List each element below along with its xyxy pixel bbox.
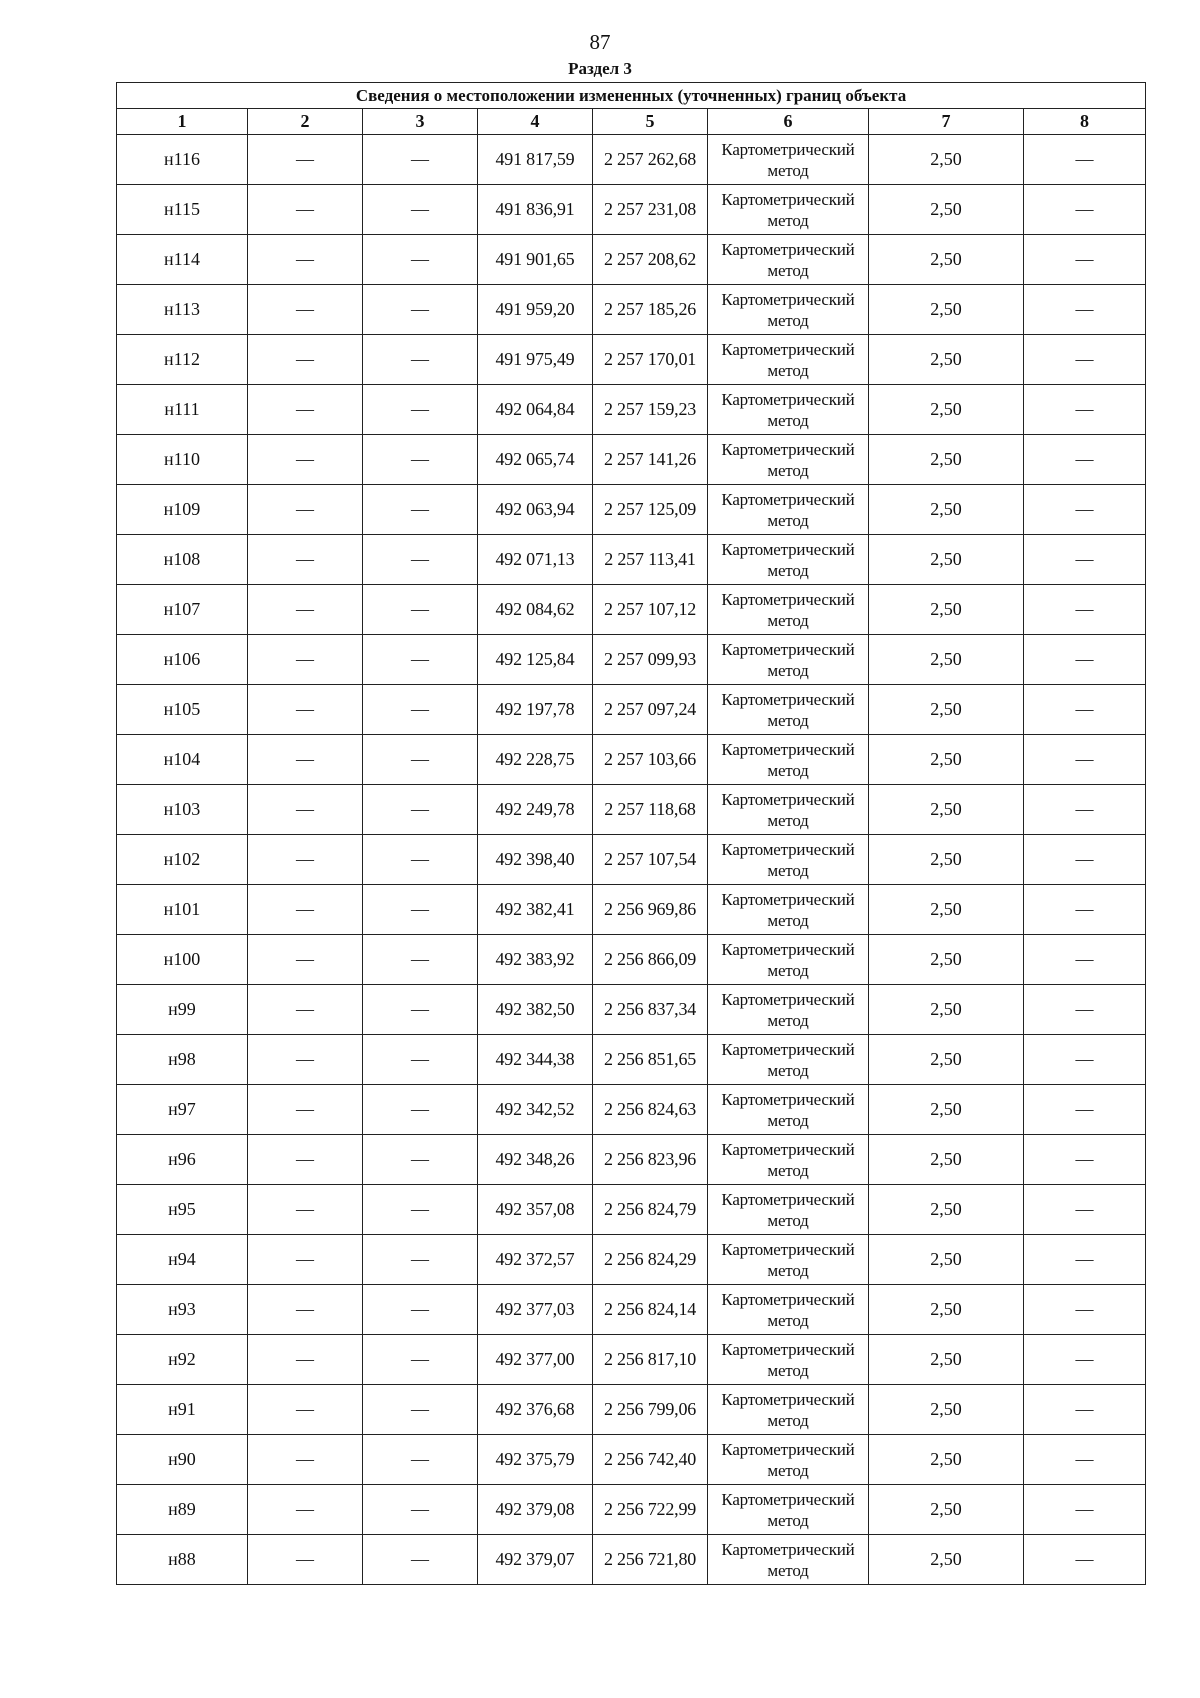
column-header: 5 [593, 109, 708, 135]
x-coordinate-cell: 492 342,52 [478, 1085, 593, 1135]
method-cell: Картометрический метод [708, 535, 869, 585]
method-cell: Картометрический метод [708, 1085, 869, 1135]
accuracy-cell: 2,50 [869, 1435, 1024, 1485]
x-coordinate-cell: 492 383,92 [478, 935, 593, 985]
point-cell: н99 [117, 985, 248, 1035]
method-cell: Картометрический метод [708, 1485, 869, 1535]
accuracy-cell: 2,50 [869, 1485, 1024, 1535]
y-coordinate-cell: 2 257 107,54 [593, 835, 708, 885]
y-coordinate-cell: 2 256 851,65 [593, 1035, 708, 1085]
empty-value-cell: — [1024, 1335, 1146, 1385]
accuracy-cell: 2,50 [869, 635, 1024, 685]
table-row [117, 735, 1146, 785]
x-coordinate-cell: 491 959,20 [478, 285, 593, 335]
x-coordinate-cell: 492 197,78 [478, 685, 593, 735]
method-cell: Картометрический метод [708, 1185, 869, 1235]
accuracy-cell: 2,50 [869, 335, 1024, 385]
accuracy-cell: 2,50 [869, 185, 1024, 235]
accuracy-cell: 2,50 [869, 1185, 1024, 1235]
y-coordinate-cell: 2 257 262,68 [593, 135, 708, 185]
empty-value-cell: — [363, 335, 478, 385]
y-coordinate-cell: 2 257 097,24 [593, 685, 708, 735]
table-row [117, 1135, 1146, 1185]
point-cell: н91 [117, 1385, 248, 1435]
empty-value-cell: — [248, 985, 363, 1035]
empty-value-cell: — [248, 1135, 363, 1185]
y-coordinate-cell: 2 257 125,09 [593, 485, 708, 535]
empty-value-cell: — [248, 935, 363, 985]
empty-value-cell: — [248, 1285, 363, 1335]
empty-value-cell: — [248, 785, 363, 835]
empty-value-cell: — [363, 585, 478, 635]
table-row [117, 985, 1146, 1035]
table-row [117, 235, 1146, 285]
empty-value-cell: — [363, 685, 478, 735]
empty-value-cell: — [1024, 585, 1146, 635]
x-coordinate-cell: 491 836,91 [478, 185, 593, 235]
x-coordinate-cell: 492 398,40 [478, 835, 593, 885]
point-cell: н111 [117, 385, 248, 435]
point-cell: н106 [117, 635, 248, 685]
x-coordinate-cell: 492 379,07 [478, 1535, 593, 1585]
empty-value-cell: — [1024, 1385, 1146, 1435]
empty-value-cell: — [363, 1385, 478, 1435]
x-coordinate-cell: 492 064,84 [478, 385, 593, 435]
empty-value-cell: — [1024, 885, 1146, 935]
accuracy-cell: 2,50 [869, 685, 1024, 735]
method-cell: Картометрический метод [708, 735, 869, 785]
x-coordinate-cell: 492 357,08 [478, 1185, 593, 1235]
y-coordinate-cell: 2 257 141,26 [593, 435, 708, 485]
method-cell: Картометрический метод [708, 885, 869, 935]
accuracy-cell: 2,50 [869, 935, 1024, 985]
table-row [117, 185, 1146, 235]
empty-value-cell: — [1024, 1485, 1146, 1535]
empty-value-cell: — [363, 735, 478, 785]
accuracy-cell: 2,50 [869, 235, 1024, 285]
x-coordinate-cell: 491 975,49 [478, 335, 593, 385]
y-coordinate-cell: 2 256 799,06 [593, 1385, 708, 1435]
empty-value-cell: — [363, 1435, 478, 1485]
empty-value-cell: — [1024, 985, 1146, 1035]
point-cell: н88 [117, 1535, 248, 1585]
x-coordinate-cell: 491 901,65 [478, 235, 593, 285]
x-coordinate-cell: 492 071,13 [478, 535, 593, 585]
table-row [117, 1185, 1146, 1235]
column-header: 7 [869, 109, 1024, 135]
method-cell: Картометрический метод [708, 835, 869, 885]
empty-value-cell: — [1024, 385, 1146, 435]
point-cell: н107 [117, 585, 248, 635]
x-coordinate-cell: 492 084,62 [478, 585, 593, 635]
accuracy-cell: 2,50 [869, 585, 1024, 635]
y-coordinate-cell: 2 256 721,80 [593, 1535, 708, 1585]
point-cell: н105 [117, 685, 248, 735]
point-cell: н98 [117, 1035, 248, 1085]
y-coordinate-cell: 2 256 824,79 [593, 1185, 708, 1235]
table-row [117, 1485, 1146, 1535]
table-row [117, 1535, 1146, 1585]
boundary-coordinates-table [116, 82, 1146, 1585]
table-row [117, 785, 1146, 835]
empty-value-cell: — [248, 1535, 363, 1585]
page-number: 87 [589, 30, 611, 54]
x-coordinate-cell: 492 228,75 [478, 735, 593, 785]
method-cell: Картометрический метод [708, 335, 869, 385]
empty-value-cell: — [1024, 435, 1146, 485]
method-cell: Картометрический метод [708, 185, 869, 235]
section-title: Раздел 3 [568, 59, 632, 78]
y-coordinate-cell: 2 257 170,01 [593, 335, 708, 385]
point-cell: н116 [117, 135, 248, 185]
column-header: 3 [363, 109, 478, 135]
method-cell: Картометрический метод [708, 685, 869, 735]
point-cell: н114 [117, 235, 248, 285]
empty-value-cell: — [363, 1285, 478, 1335]
accuracy-cell: 2,50 [869, 1535, 1024, 1585]
point-cell: н94 [117, 1235, 248, 1285]
accuracy-cell: 2,50 [869, 885, 1024, 935]
point-cell: н110 [117, 435, 248, 485]
y-coordinate-cell: 2 256 742,40 [593, 1435, 708, 1485]
y-coordinate-cell: 2 256 837,34 [593, 985, 708, 1035]
x-coordinate-cell: 491 817,59 [478, 135, 593, 185]
method-cell: Картометрический метод [708, 635, 869, 685]
table-caption-row [117, 83, 1146, 109]
empty-value-cell: — [248, 1385, 363, 1435]
point-cell: н109 [117, 485, 248, 535]
empty-value-cell: — [1024, 785, 1146, 835]
x-coordinate-cell: 492 377,03 [478, 1285, 593, 1335]
x-coordinate-cell: 492 344,38 [478, 1035, 593, 1085]
column-header: 4 [478, 109, 593, 135]
point-cell: н112 [117, 335, 248, 385]
empty-value-cell: — [248, 435, 363, 485]
empty-value-cell: — [248, 1035, 363, 1085]
empty-value-cell: — [248, 685, 363, 735]
table-row [117, 1385, 1146, 1435]
empty-value-cell: — [248, 735, 363, 785]
empty-value-cell: — [363, 1335, 478, 1385]
table-body [117, 135, 1146, 1585]
empty-value-cell: — [1024, 1185, 1146, 1235]
point-cell: н95 [117, 1185, 248, 1235]
empty-value-cell: — [1024, 835, 1146, 885]
x-coordinate-cell: 492 125,84 [478, 635, 593, 685]
accuracy-cell: 2,50 [869, 435, 1024, 485]
method-cell: Картометрический метод [708, 385, 869, 435]
empty-value-cell: — [248, 1335, 363, 1385]
empty-value-cell: — [248, 385, 363, 435]
table-caption: Сведения о местоположении измененных (уточненных) границ объекта [117, 83, 1146, 109]
y-coordinate-cell: 2 257 208,62 [593, 235, 708, 285]
table-row [117, 635, 1146, 685]
empty-value-cell: — [1024, 535, 1146, 585]
point-cell: н89 [117, 1485, 248, 1535]
method-cell: Картометрический метод [708, 935, 869, 985]
empty-value-cell: — [248, 485, 363, 535]
empty-value-cell: — [248, 285, 363, 335]
accuracy-cell: 2,50 [869, 1085, 1024, 1135]
table-row [117, 535, 1146, 585]
y-coordinate-cell: 2 257 231,08 [593, 185, 708, 235]
method-cell: Картометрический метод [708, 1035, 869, 1085]
accuracy-cell: 2,50 [869, 985, 1024, 1035]
empty-value-cell: — [248, 835, 363, 885]
empty-value-cell: — [363, 435, 478, 485]
accuracy-cell: 2,50 [869, 535, 1024, 585]
empty-value-cell: — [1024, 735, 1146, 785]
point-cell: н100 [117, 935, 248, 985]
empty-value-cell: — [248, 585, 363, 635]
y-coordinate-cell: 2 256 823,96 [593, 1135, 708, 1185]
table-row [117, 1285, 1146, 1335]
empty-value-cell: — [248, 185, 363, 235]
x-coordinate-cell: 492 377,00 [478, 1335, 593, 1385]
empty-value-cell: — [1024, 335, 1146, 385]
y-coordinate-cell: 2 257 185,26 [593, 285, 708, 335]
empty-value-cell: — [363, 1535, 478, 1585]
accuracy-cell: 2,50 [869, 1235, 1024, 1285]
empty-value-cell: — [1024, 185, 1146, 235]
accuracy-cell: 2,50 [869, 285, 1024, 335]
accuracy-cell: 2,50 [869, 1035, 1024, 1085]
column-header: 2 [248, 109, 363, 135]
x-coordinate-cell: 492 379,08 [478, 1485, 593, 1535]
x-coordinate-cell: 492 249,78 [478, 785, 593, 835]
point-cell: н113 [117, 285, 248, 335]
empty-value-cell: — [1024, 1085, 1146, 1135]
table-row [117, 435, 1146, 485]
accuracy-cell: 2,50 [869, 1335, 1024, 1385]
method-cell: Картометрический метод [708, 1435, 869, 1485]
empty-value-cell: — [1024, 1235, 1146, 1285]
accuracy-cell: 2,50 [869, 1385, 1024, 1435]
point-cell: н103 [117, 785, 248, 835]
method-cell: Картометрический метод [708, 285, 869, 335]
point-cell: н102 [117, 835, 248, 885]
empty-value-cell: — [363, 1235, 478, 1285]
y-coordinate-cell: 2 257 103,66 [593, 735, 708, 785]
point-cell: н92 [117, 1335, 248, 1385]
empty-value-cell: — [1024, 1435, 1146, 1485]
empty-value-cell: — [363, 785, 478, 835]
table-row [117, 885, 1146, 935]
empty-value-cell: — [363, 235, 478, 285]
empty-value-cell: — [1024, 1135, 1146, 1185]
empty-value-cell: — [1024, 1035, 1146, 1085]
empty-value-cell: — [248, 235, 363, 285]
empty-value-cell: — [1024, 635, 1146, 685]
y-coordinate-cell: 2 257 159,23 [593, 385, 708, 435]
table-row [117, 1335, 1146, 1385]
x-coordinate-cell: 492 375,79 [478, 1435, 593, 1485]
y-coordinate-cell: 2 257 118,68 [593, 785, 708, 835]
accuracy-cell: 2,50 [869, 1285, 1024, 1335]
table-row [117, 685, 1146, 735]
table-row [117, 935, 1146, 985]
empty-value-cell: — [363, 285, 478, 335]
method-cell: Картометрический метод [708, 1235, 869, 1285]
empty-value-cell: — [363, 1035, 478, 1085]
empty-value-cell: — [1024, 1285, 1146, 1335]
table-row [117, 135, 1146, 185]
table-row [117, 335, 1146, 385]
empty-value-cell: — [1024, 1535, 1146, 1585]
y-coordinate-cell: 2 257 113,41 [593, 535, 708, 585]
empty-value-cell: — [363, 1185, 478, 1235]
empty-value-cell: — [363, 935, 478, 985]
empty-value-cell: — [248, 335, 363, 385]
table-row [117, 285, 1146, 335]
empty-value-cell: — [248, 135, 363, 185]
table-row [117, 1435, 1146, 1485]
y-coordinate-cell: 2 256 817,10 [593, 1335, 708, 1385]
empty-value-cell: — [363, 835, 478, 885]
accuracy-cell: 2,50 [869, 835, 1024, 885]
table-row [117, 385, 1146, 435]
column-header: 6 [708, 109, 869, 135]
empty-value-cell: — [363, 535, 478, 585]
y-coordinate-cell: 2 256 824,14 [593, 1285, 708, 1335]
empty-value-cell: — [363, 1135, 478, 1185]
x-coordinate-cell: 492 348,26 [478, 1135, 593, 1185]
method-cell: Картометрический метод [708, 1335, 869, 1385]
x-coordinate-cell: 492 376,68 [478, 1385, 593, 1435]
method-cell: Картометрический метод [708, 435, 869, 485]
method-cell: Картометрический метод [708, 1385, 869, 1435]
accuracy-cell: 2,50 [869, 485, 1024, 535]
empty-value-cell: — [363, 635, 478, 685]
empty-value-cell: — [363, 1085, 478, 1135]
method-cell: Картометрический метод [708, 785, 869, 835]
empty-value-cell: — [248, 635, 363, 685]
point-cell: н104 [117, 735, 248, 785]
empty-value-cell: — [248, 885, 363, 935]
empty-value-cell: — [248, 1185, 363, 1235]
column-header: 1 [117, 109, 248, 135]
empty-value-cell: — [248, 1235, 363, 1285]
point-cell: н115 [117, 185, 248, 235]
point-cell: н90 [117, 1435, 248, 1485]
method-cell: Картометрический метод [708, 1285, 869, 1335]
empty-value-cell: — [1024, 235, 1146, 285]
accuracy-cell: 2,50 [869, 735, 1024, 785]
accuracy-cell: 2,50 [869, 385, 1024, 435]
empty-value-cell: — [363, 135, 478, 185]
x-coordinate-cell: 492 382,50 [478, 985, 593, 1035]
empty-value-cell: — [363, 485, 478, 535]
x-coordinate-cell: 492 063,94 [478, 485, 593, 535]
empty-value-cell: — [1024, 685, 1146, 735]
y-coordinate-cell: 2 256 969,86 [593, 885, 708, 935]
empty-value-cell: — [248, 1435, 363, 1485]
table-row [117, 485, 1146, 535]
y-coordinate-cell: 2 256 722,99 [593, 1485, 708, 1535]
empty-value-cell: — [1024, 935, 1146, 985]
point-cell: н93 [117, 1285, 248, 1335]
table-row [117, 1085, 1146, 1135]
accuracy-cell: 2,50 [869, 785, 1024, 835]
empty-value-cell: — [363, 385, 478, 435]
column-header: 8 [1024, 109, 1146, 135]
column-header-row [117, 109, 1146, 135]
table-row [117, 835, 1146, 885]
method-cell: Картометрический метод [708, 585, 869, 635]
table-row [117, 585, 1146, 635]
empty-value-cell: — [248, 1085, 363, 1135]
empty-value-cell: — [248, 1485, 363, 1535]
method-cell: Картометрический метод [708, 235, 869, 285]
table-row [117, 1235, 1146, 1285]
empty-value-cell: — [248, 535, 363, 585]
empty-value-cell: — [363, 185, 478, 235]
y-coordinate-cell: 2 257 107,12 [593, 585, 708, 635]
method-cell: Картометрический метод [708, 485, 869, 535]
table-row [117, 1035, 1146, 1085]
point-cell: н97 [117, 1085, 248, 1135]
method-cell: Картометрический метод [708, 135, 869, 185]
accuracy-cell: 2,50 [869, 1135, 1024, 1185]
y-coordinate-cell: 2 257 099,93 [593, 635, 708, 685]
point-cell: н101 [117, 885, 248, 935]
empty-value-cell: — [1024, 135, 1146, 185]
method-cell: Картометрический метод [708, 1535, 869, 1585]
y-coordinate-cell: 2 256 866,09 [593, 935, 708, 985]
method-cell: Картометрический метод [708, 985, 869, 1035]
x-coordinate-cell: 492 382,41 [478, 885, 593, 935]
x-coordinate-cell: 492 372,57 [478, 1235, 593, 1285]
method-cell: Картометрический метод [708, 1135, 869, 1185]
point-cell: н96 [117, 1135, 248, 1185]
accuracy-cell: 2,50 [869, 135, 1024, 185]
empty-value-cell: — [1024, 485, 1146, 535]
empty-value-cell: — [363, 985, 478, 1035]
y-coordinate-cell: 2 256 824,29 [593, 1235, 708, 1285]
y-coordinate-cell: 2 256 824,63 [593, 1085, 708, 1135]
empty-value-cell: — [363, 1485, 478, 1535]
point-cell: н108 [117, 535, 248, 585]
x-coordinate-cell: 492 065,74 [478, 435, 593, 485]
empty-value-cell: — [363, 885, 478, 935]
empty-value-cell: — [1024, 285, 1146, 335]
